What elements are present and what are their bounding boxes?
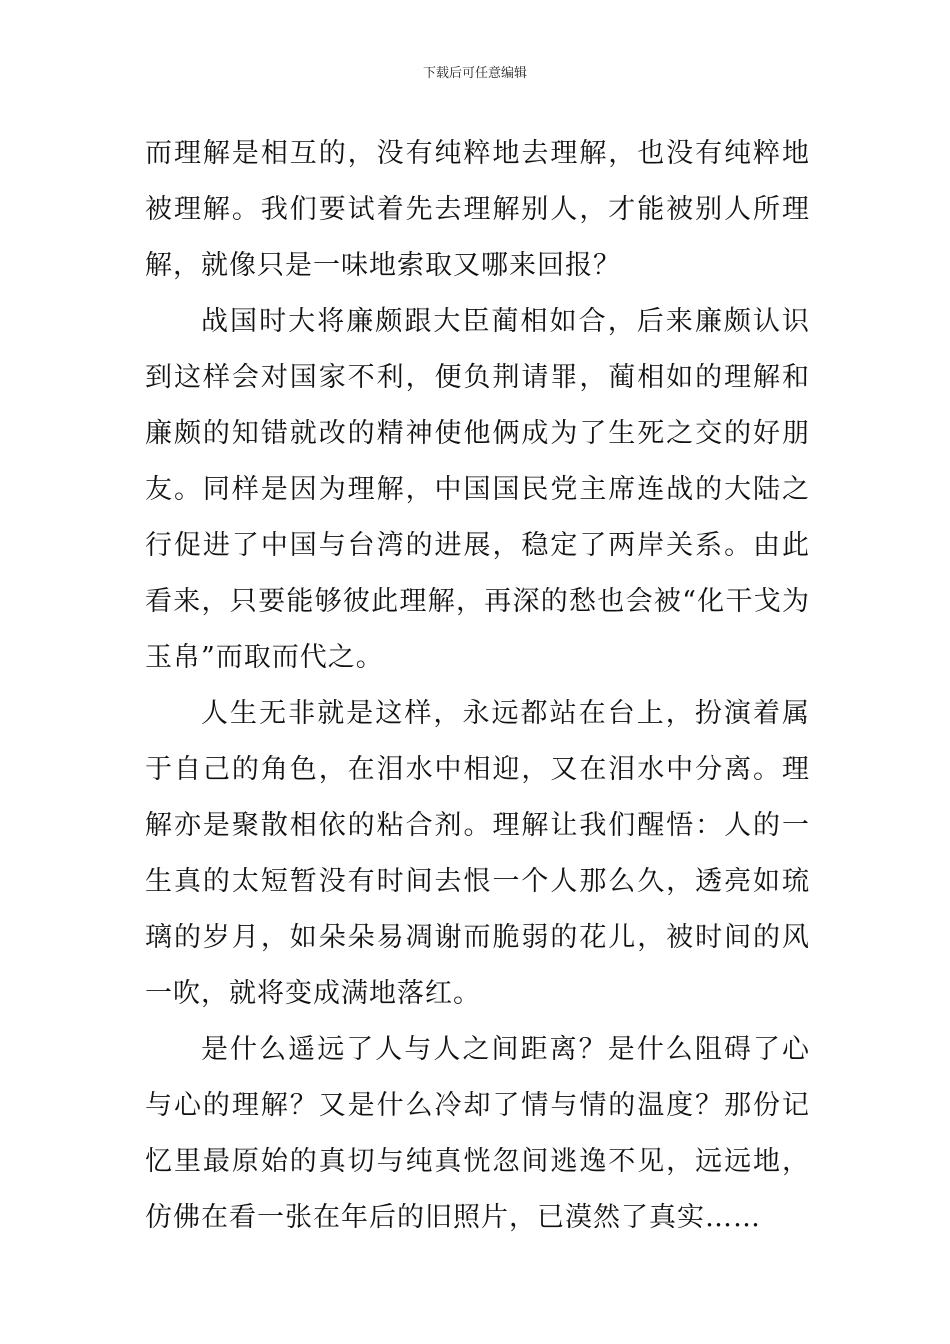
paragraph-1: 而理解是相互的，没有纯粹地去理解，也没有纯粹地被理解。我们要试着先去理解别人，才能被别人所理解，就像只是一味地索取又哪来回报？	[145, 138, 810, 281]
page-header: 下载后可任意编辑	[422, 66, 527, 81]
paragraph-3: 人生无非就是这样，永远都站在台上，扮演着属于自己的角色，在泪水中相迎，又在泪水中分离。理解亦是聚散相依的粘合剂。理解让我们醒悟：人的一生真的太短暂没有时间去恨一个人那么久，透亮如琉璃的岁月，如朵朵易凋谢而脆弱的花儿，被时间的风一吹，就将变成满地落红。	[145, 698, 810, 1009]
paragraph-2: 战国时大将廉颇跟大臣蔺相如合，后来廉颇认识到这样会对国家不利，便负荆请罪，蔺相如的理解和廉颇的知错就改的精神使他俩成为了生死之交的好朋友。同样是因为理解，中国国民党主席连战的大陆之行促进了中国与台湾的进展，稳定了两岸关系。由此看来，只要能够彼此理解，再深的愁也会被“化干戈为玉帛”而取而代之。	[145, 306, 810, 673]
paragraph-4: 是什么遥远了人与人之间距离？是什么阻碍了心与心的理解？又是什么冷却了情与情的温度？那份记忆里最原始的真切与纯真恍忽间逃逸不见，远远地，仿佛在看一张在年后的旧照片，已漠然了真实……	[145, 1034, 810, 1233]
document-body	[145, 126, 810, 1246]
